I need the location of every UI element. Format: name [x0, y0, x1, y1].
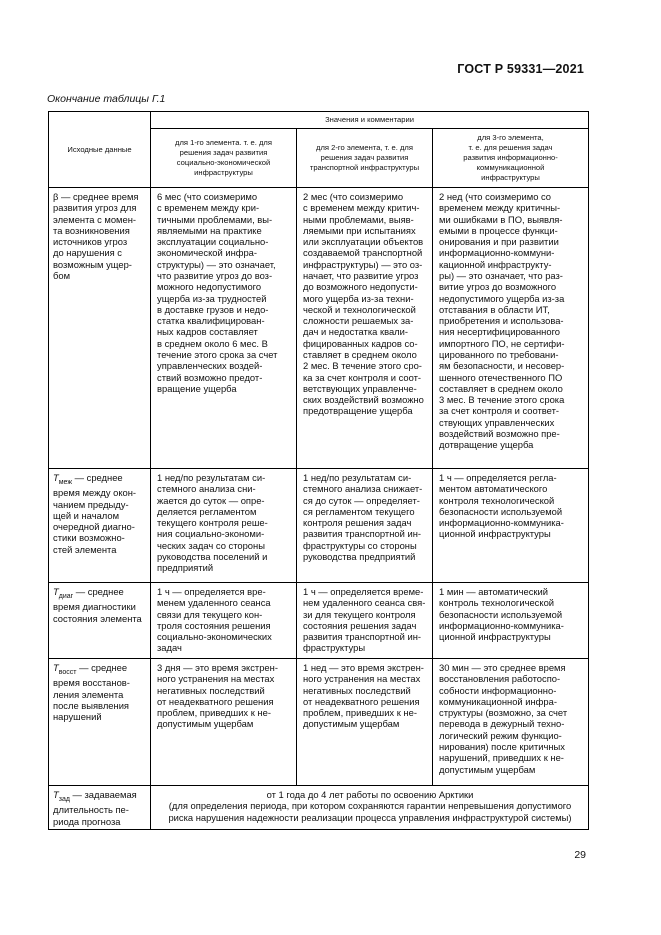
table-row-t-zad: [49, 786, 589, 830]
row-label: $T_{диаг}$ — среднее время диагностики состояния элемента: [49, 583, 151, 659]
table-row-t-diag: [49, 583, 589, 659]
header-col-3: для 3-го элемента, т. е. для решения задач развития информационно- коммуникационной инфраструктуры: [433, 129, 589, 188]
header-col-1: для 1-го элемента. т. е. для решения задач развития социально-экономической инфраструктуры: [151, 129, 297, 188]
row-label: $T_{зад}$ — задаваемая длительность пе- риода прогноза: [49, 786, 151, 830]
table-cell: 2 мес (что соизмеримо с временем между критич- ными проблемами, выяв- ляемыми при испытаниях или эксплуатации объектов создаваемой транспортной инфраструктуры) — это оз- начает, что развитие угроз до возможного недопусти- мого ущерба из-за техни- ческой и технологической сложности решаемых за- дач и недостатка квали- фицированных кадров со- ставляет в среднем около 2 мес. В течение этого сро- ка за счет контроля и соот- ветствующих управленче- ских воздействий возможно предотвращение ущерба: [297, 188, 433, 469]
table-cell: 1 нед/по результатам си- стемного анализа сни- жается до суток — опре- деляется регламентом текущего контроля реше- ния социально-экономи- ческих задач со стороны руководства поселений и предприятий: [151, 469, 297, 583]
header-col-2: для 2-го элемента, т. е. для решения задач развития транспортной инфраструктуры: [297, 129, 433, 188]
header-source-data: Исходные данные: [49, 112, 151, 188]
table-cell: 2 нед (что соизмеримо со временем между критичны- ми ошибками в ПО, выявля- емыми в процессе функци- онирования и при развитии информационно-коммуни- кационной инфраструкту- ры) — это означает, что раз- витие угроз до возможного недопустимого ущерба из-за отставания в области ИТ, приобретения и использова- ния несертифицированного импортного ПО, не сертифи- цированного по требовани- ям безопасности, и несовер- шенного отечественного ПО составляет в среднем около 3 мес. В течение этого срока за счет контроля и соответ- ствующих управленческих воздействий возможно пре- дотвращение ущерба: [433, 188, 589, 469]
table-cell: 1 ч — определяется вре- менем удаленного сеанса связи для текущего кон- троля состояния решения социально-экономических задач: [151, 583, 297, 659]
table-row-beta: [49, 188, 589, 469]
row-label: $T_{восст}$ — среднее время восстанов- ления элемента после выявления нарушений: [49, 659, 151, 786]
table-caption: Окончание таблицы Г.1: [47, 93, 166, 105]
table-cell: 3 дня — это время экстрен- ного устранения на местах негативных последствий от неадекватного решения проблем, приведших к не- допустимым ущербам: [151, 659, 297, 786]
header-values-comments: Значения и комментарии: [151, 112, 589, 129]
table-cell: 1 нед/по результатам си- стемного анализа снижает- ся до суток — определяет- ся регламентом текущего контроля решения задач развития транспортной ин- фраструктуры со стороны руководства предприятий: [297, 469, 433, 583]
page-number: 29: [574, 849, 586, 861]
table-row-t-mezh: [49, 469, 589, 583]
row-label: $T_{меж}$ — среднее время между окон- чанием предыду- щей и началом очередной диагно- стики возможно- стей элемента: [49, 469, 151, 583]
table-cell: 6 мес (что соизмеримо с временем между кри- тичными проблемами, вы- являемыми на практике эксплуатации социально- экономической инфра- структуры) — это означает, что развитие угроз до воз- можного недопустимого ущерба из-за трудностей в доставке грузов и недо- статка квалифицирован- ных кадров составляет в среднем около 6 мес. В течение этого срока за счет управленческих воздей- ствий возможно предот- вращение ущерба: [151, 188, 297, 469]
table-row-t-vosst: [49, 659, 589, 786]
standard-header: ГОСТ Р 59331—2021: [457, 62, 584, 76]
table-cell: 1 ч — определяется време- нем удаленного сеанса свя- зи для текущего контроля состояния решения задач развития транспортной ин- фраструктуры: [297, 583, 433, 659]
merged-cell: от 1 года до 4 лет работы по освоению Арктики (для определения периода, при котором сохраняются гарантии непревышения допустимого риска нарушения надежности реализации процесса управления инфраструктурой системы): [151, 786, 589, 830]
table-cell: 1 мин — автоматический контроль технологической безопасности используемой информационно-коммуника- ционной инфраструктуры: [433, 583, 589, 659]
table-cell: 30 мин — это среднее время восстановления работоспо- собности информационно- коммуникационной инфра- структуры (возможно, за счет перевода в дежурный техно- логический режим функцио- нирования) после критичных нарушений, приведших к не- допустимым ущербам: [433, 659, 589, 786]
table-cell: 1 ч — определяется регла- ментом автоматического контроля технологической безопасности используемой информационно-коммуника- ционной инфраструктуры: [433, 469, 589, 583]
table-cell: 1 нед — это время экстрен- ного устранения на местах негативных последствий от неадекватного решения проблем, приведших к не- допустимым ущербам: [297, 659, 433, 786]
data-table: [48, 111, 589, 830]
row-label: β — среднее время развития угроз для элемента с момен- та возникновения источников угроз до нарушения с возможным ущер- бом: [49, 188, 151, 469]
